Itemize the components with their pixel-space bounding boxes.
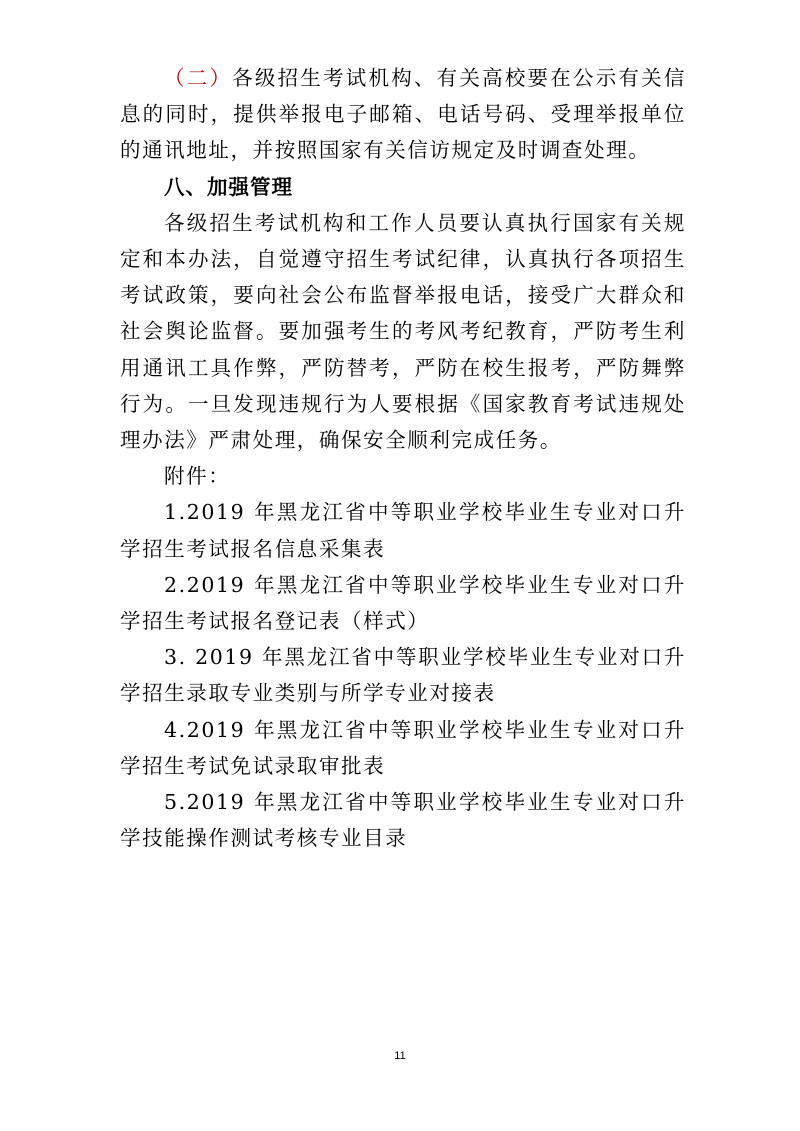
- page-number: 11: [394, 1050, 406, 1062]
- attachments-label: 附件：: [164, 464, 231, 489]
- attachment-item-3: 3. 2019 年黑龙江省中等职业学校毕业生专业对口升学招生录取专业类别与所学专业对接表: [120, 645, 686, 706]
- section-2-label: （二）: [164, 66, 233, 90]
- document-body: [120, 60, 686, 856]
- attachment-item-2: 2.2019 年黑龙江省中等职业学校毕业生专业对口升学招生考试报名登记表（样式）: [120, 572, 686, 634]
- section-8-paragraph: 各级招生考试机构和工作人员要认真执行国家有关规定和本办法，自觉遵守招生考试纪律，认真执行各项招生考试政策，要向社会公布监督举报电话，接受广大群众和社会舆论监督。要加强考生的考风考纪教育，严防考生利用通讯工具作弊，严防替考，严防在校生报考，严防舞弊行为。一旦发现违规行为人要根据《国家教育考试违规处理办法》严肃处理，确保安全顺利完成任务。: [120, 210, 686, 453]
- section-8-heading: 八、加强管理: [164, 174, 293, 199]
- attachment-item-5: 5.2019 年黑龙江省中等职业学校毕业生专业对口升学技能操作测试考核专业目录: [120, 790, 686, 851]
- section-2-text: 各级招生考试机构、有关高校要在公示有关信息的同时，提供举报电子邮箱、电话号码、受理举报单位的通讯地址，并按照国家有关信访规定及时调查处理。: [120, 66, 686, 163]
- section-2-paragraph: [120, 60, 686, 169]
- attachment-item-1: 1.2019 年黑龙江省中等职业学校毕业生专业对口升学招生考试报名信息采集表: [120, 500, 686, 561]
- attachment-item-4: 4.2019 年黑龙江省中等职业学校毕业生专业对口升学招生考试免试录取审批表: [120, 717, 686, 778]
